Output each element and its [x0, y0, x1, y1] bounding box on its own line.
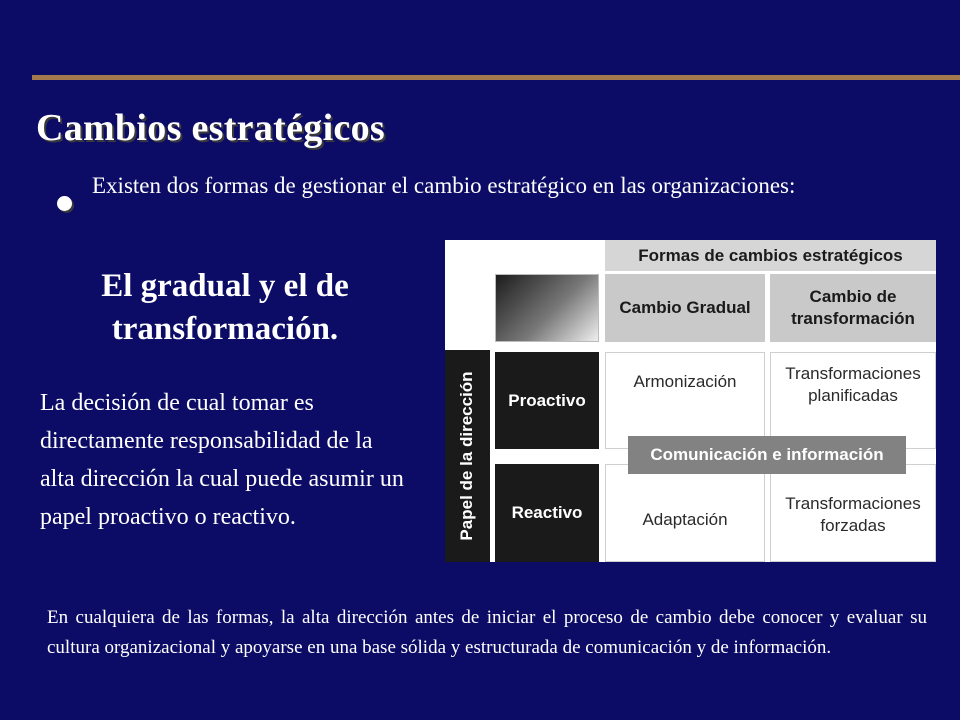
cell-reactive-transformation-line-1: Transformaciones [785, 494, 921, 513]
cell-proactive-gradual: Armonización [605, 352, 765, 449]
column-header-transformation-line-1: Cambio de [809, 287, 897, 306]
column-header-gradual: Cambio Gradual [605, 274, 765, 342]
side-label-direction-role: Papel de la dirección [457, 371, 476, 541]
bullet-text: Existen dos formas de gestionar el cambio estratégico en las organizaciones: [92, 173, 796, 198]
row-header-proactive: Proactivo [495, 352, 599, 449]
cell-reactive-transformation-line-2: forzadas [820, 516, 886, 535]
subheading-line-2: transformación. [111, 311, 339, 347]
bullet-icon [57, 196, 72, 211]
footer-paragraph: En cualquiera de las formas, la alta dirección antes de iniciar el proceso de cambio debe conocer y evaluar su cultura organizacional y apoyarse en una base sólida y estructurada de comunicación y de información. [47, 607, 927, 658]
matrix-title: Formas de cambios estratégicos [605, 240, 936, 271]
gradient-corner [495, 274, 599, 342]
row-header-reactive: Reactivo [495, 464, 599, 562]
subheading-line-1: El gradual y el de [101, 268, 349, 304]
column-header-transformation [770, 274, 936, 342]
cell-proactive-transformation-line-1: Transformaciones [785, 364, 921, 383]
cell-proactive-transformation [770, 352, 936, 449]
top-divider [32, 75, 960, 80]
communication-band: Comunicación e información [628, 436, 906, 474]
slide-title: Cambios estratégicos [36, 107, 385, 149]
cell-reactive-gradual: Adaptación [605, 464, 765, 562]
cell-reactive-transformation [770, 464, 936, 562]
strategic-change-matrix [445, 240, 936, 562]
decision-paragraph: La decisión de cual tomar es directamente responsabilidad de la alta dirección la cual puede asumir un papel proactivo o reactivo. [40, 390, 404, 530]
cell-proactive-transformation-line-2: planificadas [808, 386, 898, 405]
subheading [40, 265, 410, 351]
column-header-transformation-line-2: transformación [791, 309, 915, 328]
